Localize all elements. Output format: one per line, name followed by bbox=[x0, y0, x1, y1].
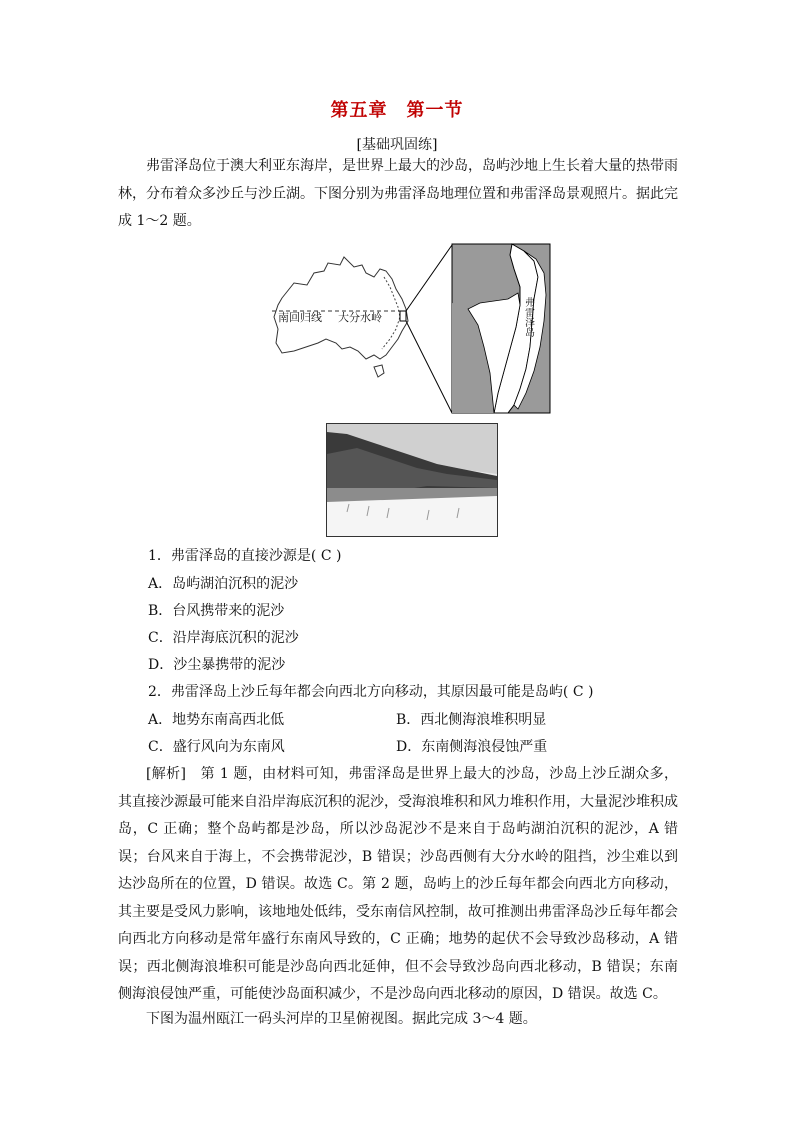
question-2-option-a: A．地势东南高西北低 bbox=[148, 712, 285, 728]
question-2-option-b: B．西北侧海浪堆积明显 bbox=[396, 712, 547, 728]
question-1-option-d: D．沙尘暴携带的泥沙 bbox=[148, 657, 286, 673]
section-subtitle: [基础巩固练] bbox=[356, 137, 438, 153]
connector-top bbox=[406, 245, 452, 311]
ridge-label: 大分水岭 bbox=[338, 311, 382, 324]
photo-illustration bbox=[327, 424, 497, 536]
intro-paragraph: 弗雷泽岛位于澳大利亚东海岸，是世界上最大的沙岛，岛屿沙地上生长着大量的热带雨林，分布着众多沙丘与沙丘湖。下图分别为弗雷泽岛地理位置和弗雷泽岛景观照片。据此完成 1～2 题。 bbox=[118, 158, 678, 229]
question-2-option-d: D．东南侧海浪侵蚀严重 bbox=[396, 739, 548, 755]
island-label: 弗雷泽岛 bbox=[522, 297, 534, 337]
question-1-stem: 1．弗雷泽岛的直接沙源是( C ) bbox=[148, 548, 342, 564]
question-2-stem: 2．弗雷泽岛上沙丘每年都会向西北方向移动，其原因最可能是岛屿( C ) bbox=[148, 684, 594, 700]
landscape-photo bbox=[326, 423, 498, 537]
location-map bbox=[262, 243, 554, 415]
next-intro-paragraph: 下图为温州瓯江一码头河岸的卫星俯视图。据此完成 3～4 题。 bbox=[146, 1011, 537, 1027]
chapter-title: 第五章 第一节 bbox=[330, 100, 464, 121]
question-1-option-b: B．台风携带来的泥沙 bbox=[148, 603, 285, 619]
tropic-label: 南回归线 bbox=[278, 311, 322, 324]
tasmania-outline bbox=[374, 365, 384, 377]
question-1-option-c: C．沿岸海底沉积的泥沙 bbox=[148, 630, 299, 646]
australia-outline bbox=[274, 257, 408, 359]
connector-bottom bbox=[406, 321, 452, 413]
question-1-option-a: A．岛屿湖泊沉积的泥沙 bbox=[148, 576, 299, 592]
analysis-paragraph: [解析] 第 1 题，由材料可知，弗雷泽岛是世界上最大的沙岛，沙岛上沙丘湖众多，其直接沙源最可能来自沿岸海底沉积的泥沙，受海浪堆积和风力堆积作用，大量泥沙堆积成岛，C 正确；整个岛屿都是沙岛，所以沙岛泥沙不是来自于岛屿湖泊沉积的泥沙，A 错误；台风来自于海上，不会携带泥沙，B 错误；沙岛西侧有大分水岭的阻挡，沙尘难以到达沙岛所在的位置，D 错误。故选 C。第 2 题，岛屿上的沙丘每年都会向西北方向移动，其主要是受风力影响，该地地处低纬，受东南信风控制，故可推测出弗雷泽岛沙丘每年都会向西北方向移动是常年盛行东南风导致的，C 正确；地势的起伏不会导致沙岛移动，A 错误；西北侧海浪堆积可能是沙岛向西北延伸，但不会导致沙岛向西北移动，B 错误；东南侧海浪侵蚀严重，可能使沙岛面积减少，不是沙岛向西北移动的原因，D 错误。故选 C。 bbox=[118, 766, 678, 1002]
question-2-option-c: C．盛行风向为东南风 bbox=[148, 739, 285, 755]
